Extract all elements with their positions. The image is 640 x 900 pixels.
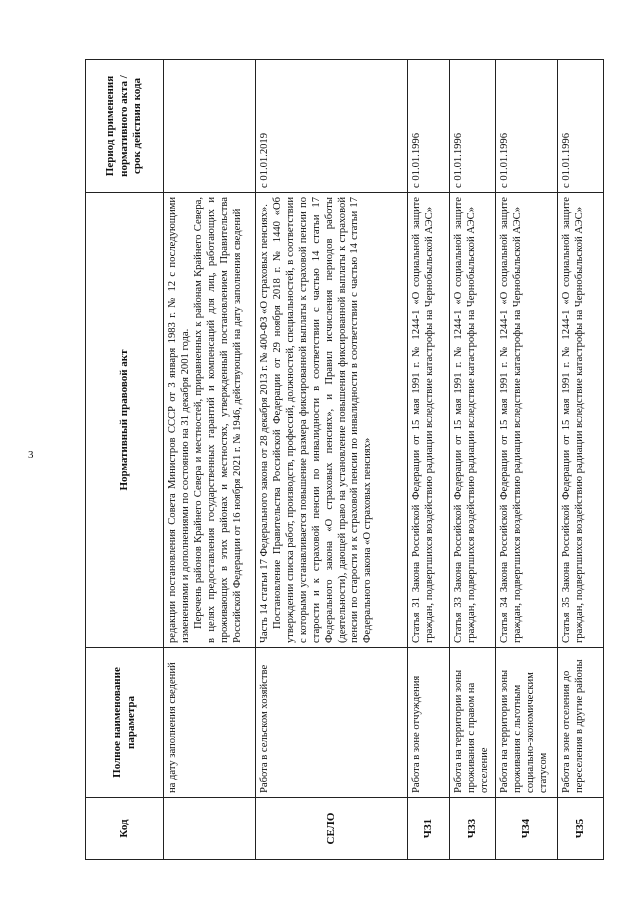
row-period xyxy=(164,60,256,193)
codes-table xyxy=(85,59,604,860)
act-paragraph: Постановление Правительства Российской Федерации от 29 ноября 2018 г. № 1440 «Об утверждении списка работ, производств, профессий, должностей, специальностей, в соответствии с которыми устанавливается повышение размера фиксированной выплаты к страховой пенсии по старости и к страховой пенсии по инвалидности в соответствии с частью 14 статьи 17 Федерального закона «О страховых пенсиях», и Правил исчисления периодов работы (деятельности), дающей право на установление повышения фиксированной выплаты к страховой пенсии по старости и к страховой пенсии по инвалидности в соответствии с частью 14 статьи 17 Федерального закона «О страховых пенсиях» xyxy=(271,197,374,643)
row-name: Работа на территории зоны проживания с льготным социально-экономическим статусом xyxy=(496,648,558,798)
row-period: с 01.01.1996 xyxy=(496,60,558,193)
row-act xyxy=(496,193,558,648)
table-row xyxy=(164,60,256,860)
row-act xyxy=(164,193,256,648)
act-paragraph: редакции постановления Совета Министров СССР от 3 января 1983 г. № 12 с последующими изменениями и дополнениями по состоянию на 31 декабря 2001 года. xyxy=(167,197,191,643)
act-paragraph: Статья 34 Закона Российской Федерации от 15 мая 1991 г. № 1244-1 «О социальной защите граждан, подвергшихся воздействию радиации вследствие катастрофы на Чернобыльской АЭС» xyxy=(499,197,523,643)
table-row xyxy=(408,60,450,860)
table-row xyxy=(450,60,496,860)
row-code: ЧЗ1 xyxy=(408,798,450,860)
row-code: СЕЛО xyxy=(256,798,408,860)
header-act: Нормативный правовой акт xyxy=(86,193,164,648)
row-code xyxy=(164,798,256,860)
row-act xyxy=(256,193,408,648)
act-paragraph: Статья 33 Закона Российской Федерации от 15 мая 1991 г. № 1244-1 «О социальной защите граждан, подвергшихся воздействию радиации вследствие катастрофы на Чернобыльской АЭС» xyxy=(453,197,477,643)
header-code: Код xyxy=(86,798,164,860)
row-period: с 01.01.1996 xyxy=(450,60,496,193)
act-paragraph: Статья 31 Закона Российской Федерации от 15 мая 1991 г. № 1244-1 «О социальной защите граждан, подвергшихся воздействию радиации вследствие катастрофы на Чернобыльской АЭС» xyxy=(411,197,435,643)
table-row xyxy=(256,60,408,860)
rotated-table-container xyxy=(85,60,605,860)
row-code: ЧЗ3 xyxy=(450,798,496,860)
row-period: с 01.01.1996 xyxy=(558,60,604,193)
page-number: 3 xyxy=(28,449,34,461)
row-period: с 01.01.1996 xyxy=(408,60,450,193)
row-name: Работа в зоне отселения до переселения в другие районы xyxy=(558,648,604,798)
row-code: ЧЗ5 xyxy=(558,798,604,860)
row-name: на дату заполнения сведений xyxy=(164,648,256,798)
row-name: Работа на территории зоны проживания с правом на отселение xyxy=(450,648,496,798)
act-paragraph: Часть 14 статьи 17 Федерального закона от 28 декабря 2013 г. № 400-ФЗ «О страховых пенсиях». xyxy=(259,204,270,643)
table-header-row xyxy=(86,60,164,860)
header-period: Период применения нормативного акта / срок действия кода xyxy=(86,60,164,193)
row-act xyxy=(408,193,450,648)
act-paragraph: Статья 35 Закона Российской Федерации от 15 мая 1991 г. № 1244-1 «О социальной защите граждан, подвергшихся воздействию радиации вследствие катастрофы на Чернобыльской АЭС» xyxy=(561,197,585,643)
header-name: Полное наименование параметра xyxy=(86,648,164,798)
act-paragraph: Перечень районов Крайнего Севера и местностей, приравненных к районам Крайнего Севера, в целях предоставления государственных гарантий и компенсаций для лиц, работающих и проживающих в этих районах и местностях, утвержденный постановлением Правительства Российской Федерации от 16 ноября 2021 г. № 1946, действующий на дату заполнения сведений xyxy=(192,197,243,643)
row-name: Работа в зоне отчуждения xyxy=(408,648,450,798)
row-name: Работа в сельском хозяйстве xyxy=(256,648,408,798)
row-act xyxy=(558,193,604,648)
row-period: с 01.01.2019 xyxy=(256,60,408,193)
table-row xyxy=(496,60,558,860)
row-code: ЧЗ4 xyxy=(496,798,558,860)
row-act xyxy=(450,193,496,648)
table-row xyxy=(558,60,604,860)
